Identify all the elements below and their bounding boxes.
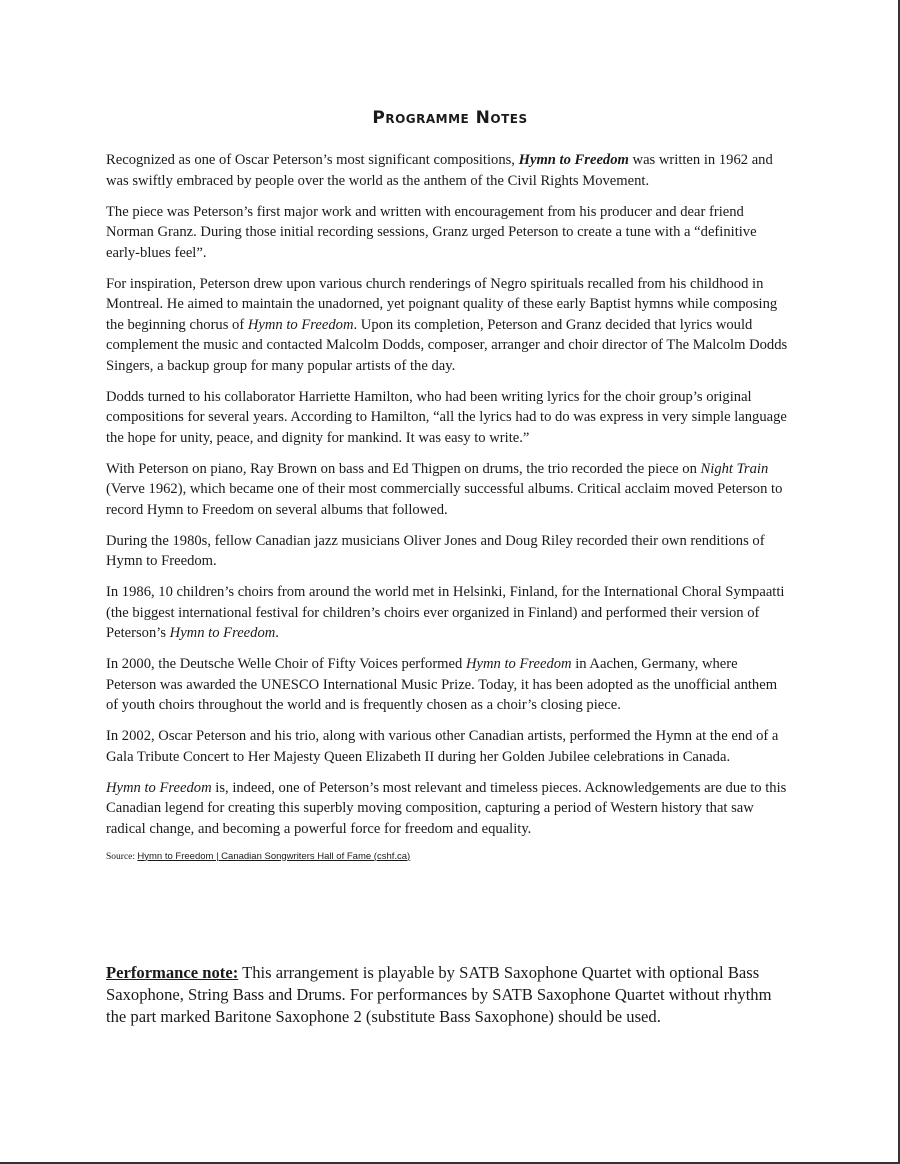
source-citation: Source: Hymn to Freedom | Canadian Songwriters Hall of Fame (cshf.ca) (106, 850, 411, 862)
page-title: Programme Notes (372, 108, 528, 128)
paragraph: During the 1980s, fellow Canadian jazz musicians Oliver Jones and Doug Riley recorded their own renditions of Hymn to Freedom. (106, 532, 765, 569)
paragraph: In 2000, the Deutsche Welle Choir of Fifty Voices performed Hymn to Freedom in Aachen, Germany, where Peterson was awarded the UNESCO International Music Prize. Today, it has been adopted as the unofficial anthem of youth choirs throughout the world and is frequently chosen as a choir’s closing piece. (106, 656, 778, 713)
work-title: Hymn to Freedom (518, 152, 629, 168)
paragraph: In 1986, 10 children’s choirs from around the world met in Helsinki, Finland, for the International Choral Sympaatti (the biggest international festival for children’s choirs ever organized in Finland) and performed their version of Peterson’s Hymn to Freedom. (106, 584, 785, 641)
work-title: Hymn to Freedom (465, 656, 572, 672)
source-link[interactable]: Hymn to Freedom | Canadian Songwriters Hall of Fame (cshf.ca) (137, 850, 411, 862)
paragraph: Dodds turned to his collaborator Harriette Hamilton, who had been writing lyrics for the choir group’s original compositions for several years. According to Hamilton, “all the lyrics had to do was express in very simple language the hope for unity, peace, and dignity for mankind. It was easy to write.” (106, 388, 787, 446)
paragraph: The piece was Peterson’s first major work and written with encouragement from his producer and dear friend Norman Granz. During those initial recording sessions, Granz urged Peterson to create a tune with a “definitive early-blues feel”. (106, 203, 757, 261)
work-title: Hymn to Freedom (106, 779, 212, 796)
paragraph: With Peterson on piano, Ray Brown on bass and Ed Thigpen on drums, the trio recorded the piece on Night Train (Verve 1962), which became one of their most commercially successful albums. Critical acclaim moved Peterson to record Hymn to Freedom on several albums that followed. (106, 460, 783, 518)
performance-note-heading: Performance note: (106, 963, 239, 982)
work-title: Hymn to Freedom (169, 625, 276, 641)
paragraph: Hymn to Freedom is, indeed, one of Peterson’s most relevant and timeless pieces. Acknowledgements are due to this Canadian legend for creating this superbly moving composition, capturing a period of Western history that saw radical change, and becoming a powerful force for freedom and equality. (106, 779, 787, 837)
work-title: Hymn to Freedom (247, 316, 354, 333)
paragraph: For inspiration, Peterson drew upon various church renderings of Negro spirituals recalled from his childhood in Montreal. He aimed to maintain the unadorned, yet poignant quality of these early Baptist hymns while composing the beginning chorus of Hymn to Freedom. Upon its completion, Peterson and Granz decided that lyrics would complement the music and contacted Malcolm Dodds, composer, arranger and choir director of The Malcolm Dodds Singers, a backup group for many popular artists of the day. (106, 275, 788, 374)
paragraph: Recognized as one of Oscar Peterson’s most significant compositions, Hymn to Freedom was written in 1962 and was swiftly embraced by people over the world as the anthem of the Civil Rights Movement. (106, 152, 773, 189)
paragraph: In 2002, Oscar Peterson and his trio, along with various other Canadian artists, performed the Hymn at the end of a Gala Tribute Concert to Her Majesty Queen Elizabeth II during her Golden Jubilee celebrations in Canada. (106, 728, 779, 765)
performance-note: Performance note: This arrangement is playable by SATB Saxophone Quartet with optional Bass Saxophone, String Bass and Drums. For performances by SATB Saxophone Quartet without rhythm the part marked Baritone Saxophone 2 (substitute Bass Saxophone) should be used. (106, 963, 772, 1026)
album-title: Night Train (700, 460, 769, 477)
programme-notes-body (106, 150, 790, 874)
